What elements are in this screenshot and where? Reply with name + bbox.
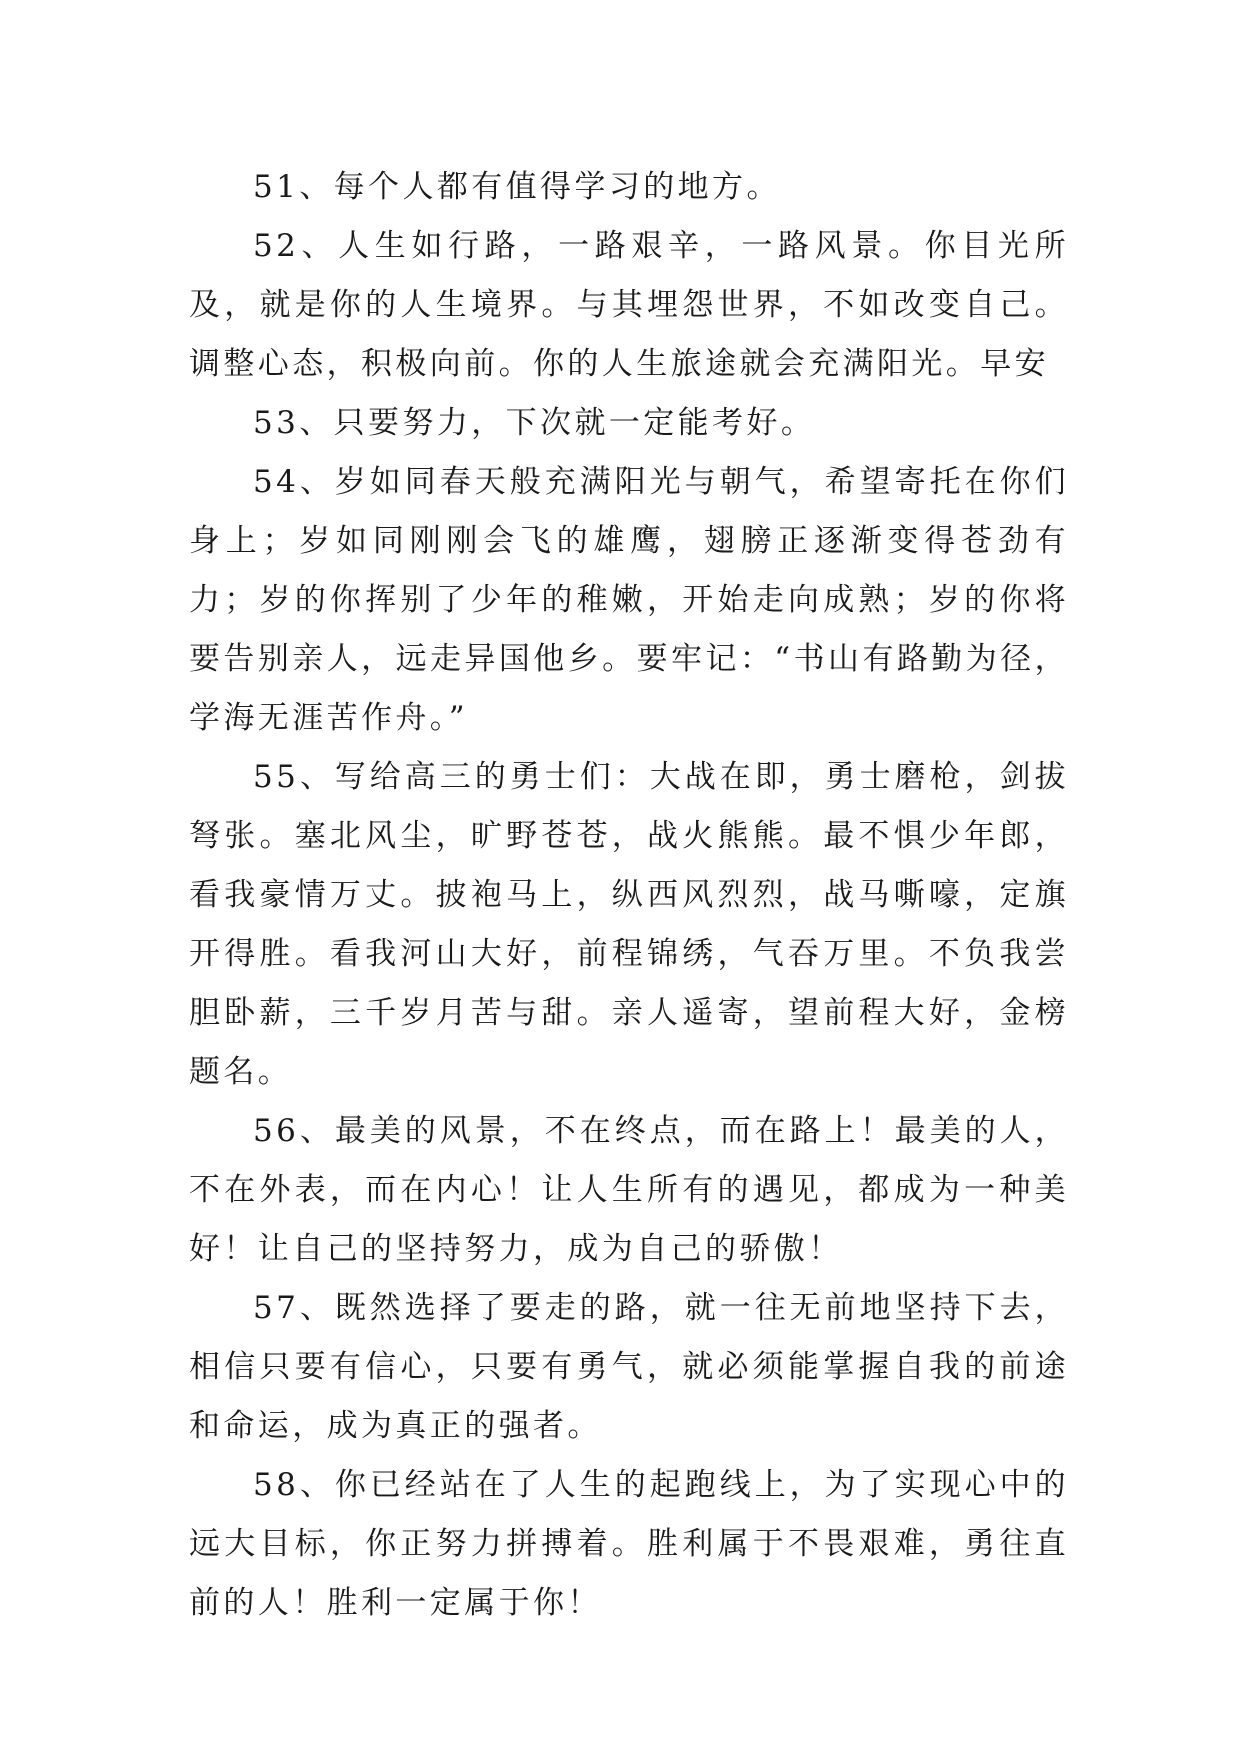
paragraph-55: 55、写给高三的勇士们：大战在即，勇士磨枪，剑拔弩张。塞北风尘，旷野苍苍，战火熊熊。最不惧少年郎，看我豪情万丈。披袍马上，纵西风烈烈，战马嘶嚎，定旗开得胜。看我河山大好，前程锦绣，气吞万里。不负我尝胆卧薪，三千岁月苦与甜。亲人遥寄，望前程大好，金榜题名。 — [189, 759, 1069, 1090]
paragraph-51: 51、每个人都有值得学习的地方。 — [253, 169, 781, 205]
paragraph-52: 52、人生如行路，一路艰辛，一路风景。你目光所及，就是你的人生境界。与其埋怨世界，不如改变自己。调整心态，积极向前。你的人生旅途就会充满阳光。早安 — [189, 228, 1069, 382]
paragraph-56: 56、最美的风景，不在终点，而在路上！最美的人，不在外表，而在内心！让人生所有的遇见，都成为一种美好！让自己的坚持努力，成为自己的骄傲！ — [189, 1113, 1069, 1267]
paragraph-53: 53、只要努力，下次就一定能考好。 — [253, 405, 816, 441]
document-body — [189, 158, 1069, 1633]
paragraph-58: 58、你已经站在了人生的起跑线上，为了实现心中的远大目标，你正努力拼搏着。胜利属于不畏艰难，勇往直前的人！胜利一定属于你！ — [189, 1467, 1069, 1621]
paragraph-54: 54、岁如同春天般充满阳光与朝气，希望寄托在你们身上；岁如同刚刚会飞的雄鹰，翅膀正逐渐变得苍劲有力；岁的你挥别了少年的稚嫩，开始走向成熟；岁的你将要告别亲人，远走异国他乡。要牢记：“书山有路勤为径，学海无涯苦作舟。” — [189, 464, 1069, 736]
paragraph-57: 57、既然选择了要走的路，就一往无前地坚持下去，相信只要有信心，只要有勇气，就必须能掌握自我的前途和命运，成为真正的强者。 — [189, 1290, 1069, 1444]
